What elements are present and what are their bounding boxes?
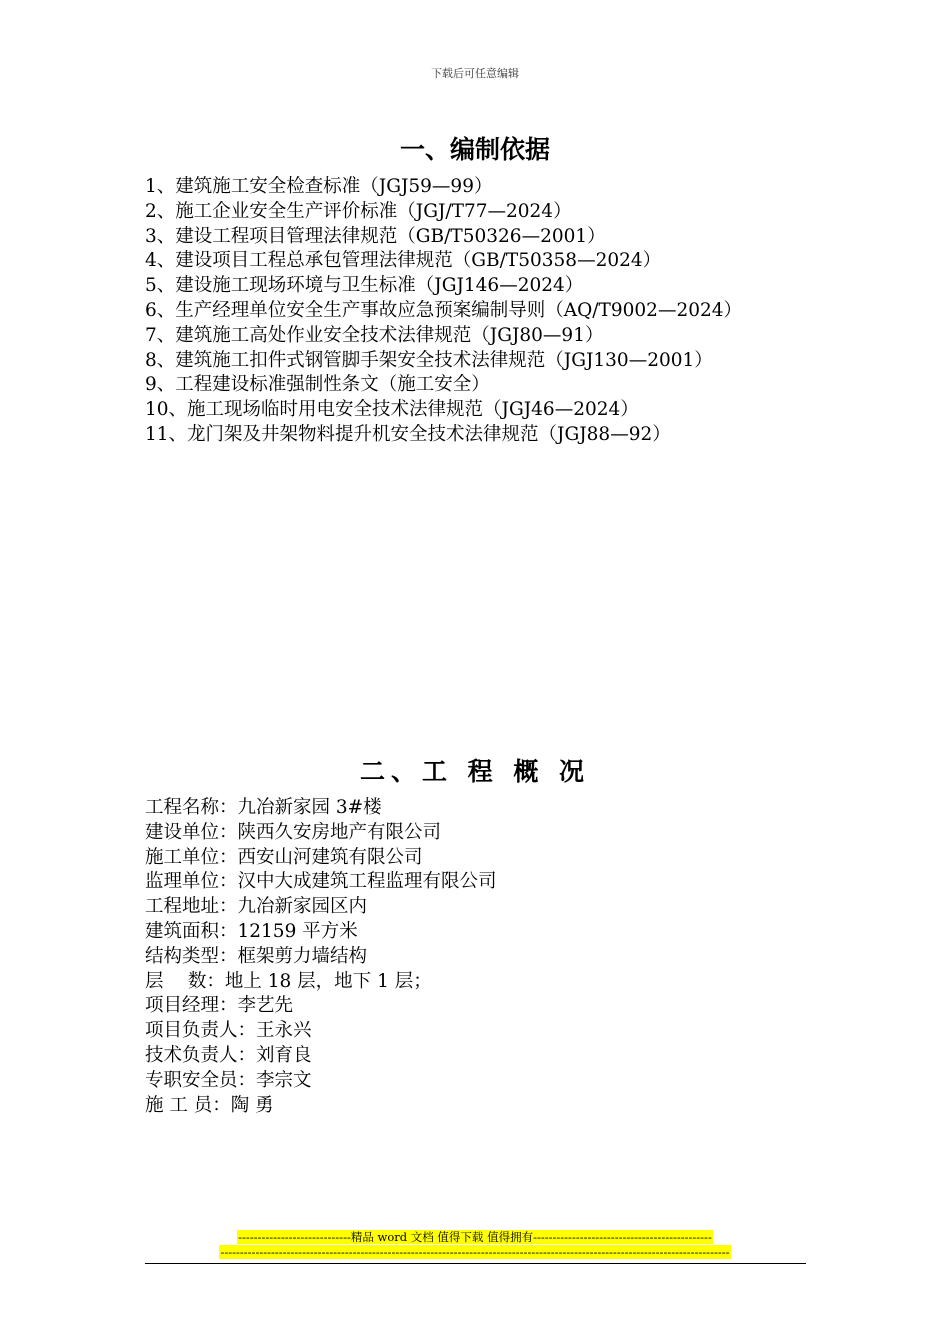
floor-count: 层 数：地上 18 层，地下 1 层； xyxy=(145,970,432,992)
list-item: 8、建筑施工扣件式钢管脚手架安全技术法律规范（JGJ130—2001） xyxy=(145,349,713,371)
list-item: 4、建设项目工程总承包管理法律规范（GB/T50358—2024） xyxy=(145,250,662,272)
list-item: 10、施工现场临时用电安全技术法律规范（JGJ46—2024） xyxy=(145,399,639,421)
structure-type: 结构类型：框架剪力墙结构 xyxy=(145,945,368,967)
safety-officer: 专职安全员：李宗文 xyxy=(145,1069,312,1091)
list-item: 6、生产经理单位安全生产事故应急预案编制导则（AQ/T9002—2024） xyxy=(145,299,743,321)
footer-banner xyxy=(0,1230,950,1244)
list-item: 9、工程建设标准强制性条文（施工安全） xyxy=(145,374,490,396)
basis-list xyxy=(145,175,810,448)
list-item: 2、施工企业安全生产评价标准（JGJ/T77—2024） xyxy=(145,200,572,222)
list-item: 11、龙门架及井架物料提升机安全技术法律规范（JGJ88—92） xyxy=(145,423,671,445)
list-item: 1、建筑施工安全检查标准（JGJ59—99） xyxy=(145,176,493,197)
list-item: 3、建设工程项目管理法律规范（GB/T50326—2001） xyxy=(145,225,606,247)
contractor: 施工单位：西安山河建筑有限公司 xyxy=(145,846,423,868)
footer-dash-text: ----------------------------------------------------------------------------------------------------------------------------------- xyxy=(220,1245,730,1259)
footer-banner-text: -----------------------------精品 word 文档 值得下载 值得拥有---------------------------------------------- xyxy=(238,1230,712,1244)
construction-staff: 施 工 员：陶 勇 xyxy=(145,1094,274,1116)
overview-list xyxy=(145,796,810,1118)
project-name: 工程名称：九冶新家园 3#楼 xyxy=(145,797,382,818)
building-area: 建筑面积：12159 平方米 xyxy=(145,920,358,942)
project-lead: 项目负责人：王永兴 xyxy=(145,1020,312,1042)
project-manager: 项目经理：李艺先 xyxy=(145,995,294,1017)
page-header: 下载后可任意编辑 xyxy=(431,67,519,80)
footer-dash-line xyxy=(0,1245,950,1259)
section-title-overview: 二、工 程 概 况 xyxy=(359,757,591,786)
technical-lead: 技术负责人：刘育良 xyxy=(145,1044,312,1066)
list-item: 5、建设施工现场环境与卫生标准（JGJ146—2024） xyxy=(145,275,584,297)
footer-divider xyxy=(145,1263,806,1264)
project-address: 工程地址：九冶新家园区内 xyxy=(145,896,368,918)
developer: 建设单位：陕西久安房地产有限公司 xyxy=(145,821,442,843)
supervisor: 监理单位：汉中大成建筑工程监理有限公司 xyxy=(145,871,497,893)
list-item: 7、建筑施工高处作业安全技术法律规范（JGJ80—91） xyxy=(145,324,604,346)
section-title-basis: 一、编制依据 xyxy=(399,135,550,164)
